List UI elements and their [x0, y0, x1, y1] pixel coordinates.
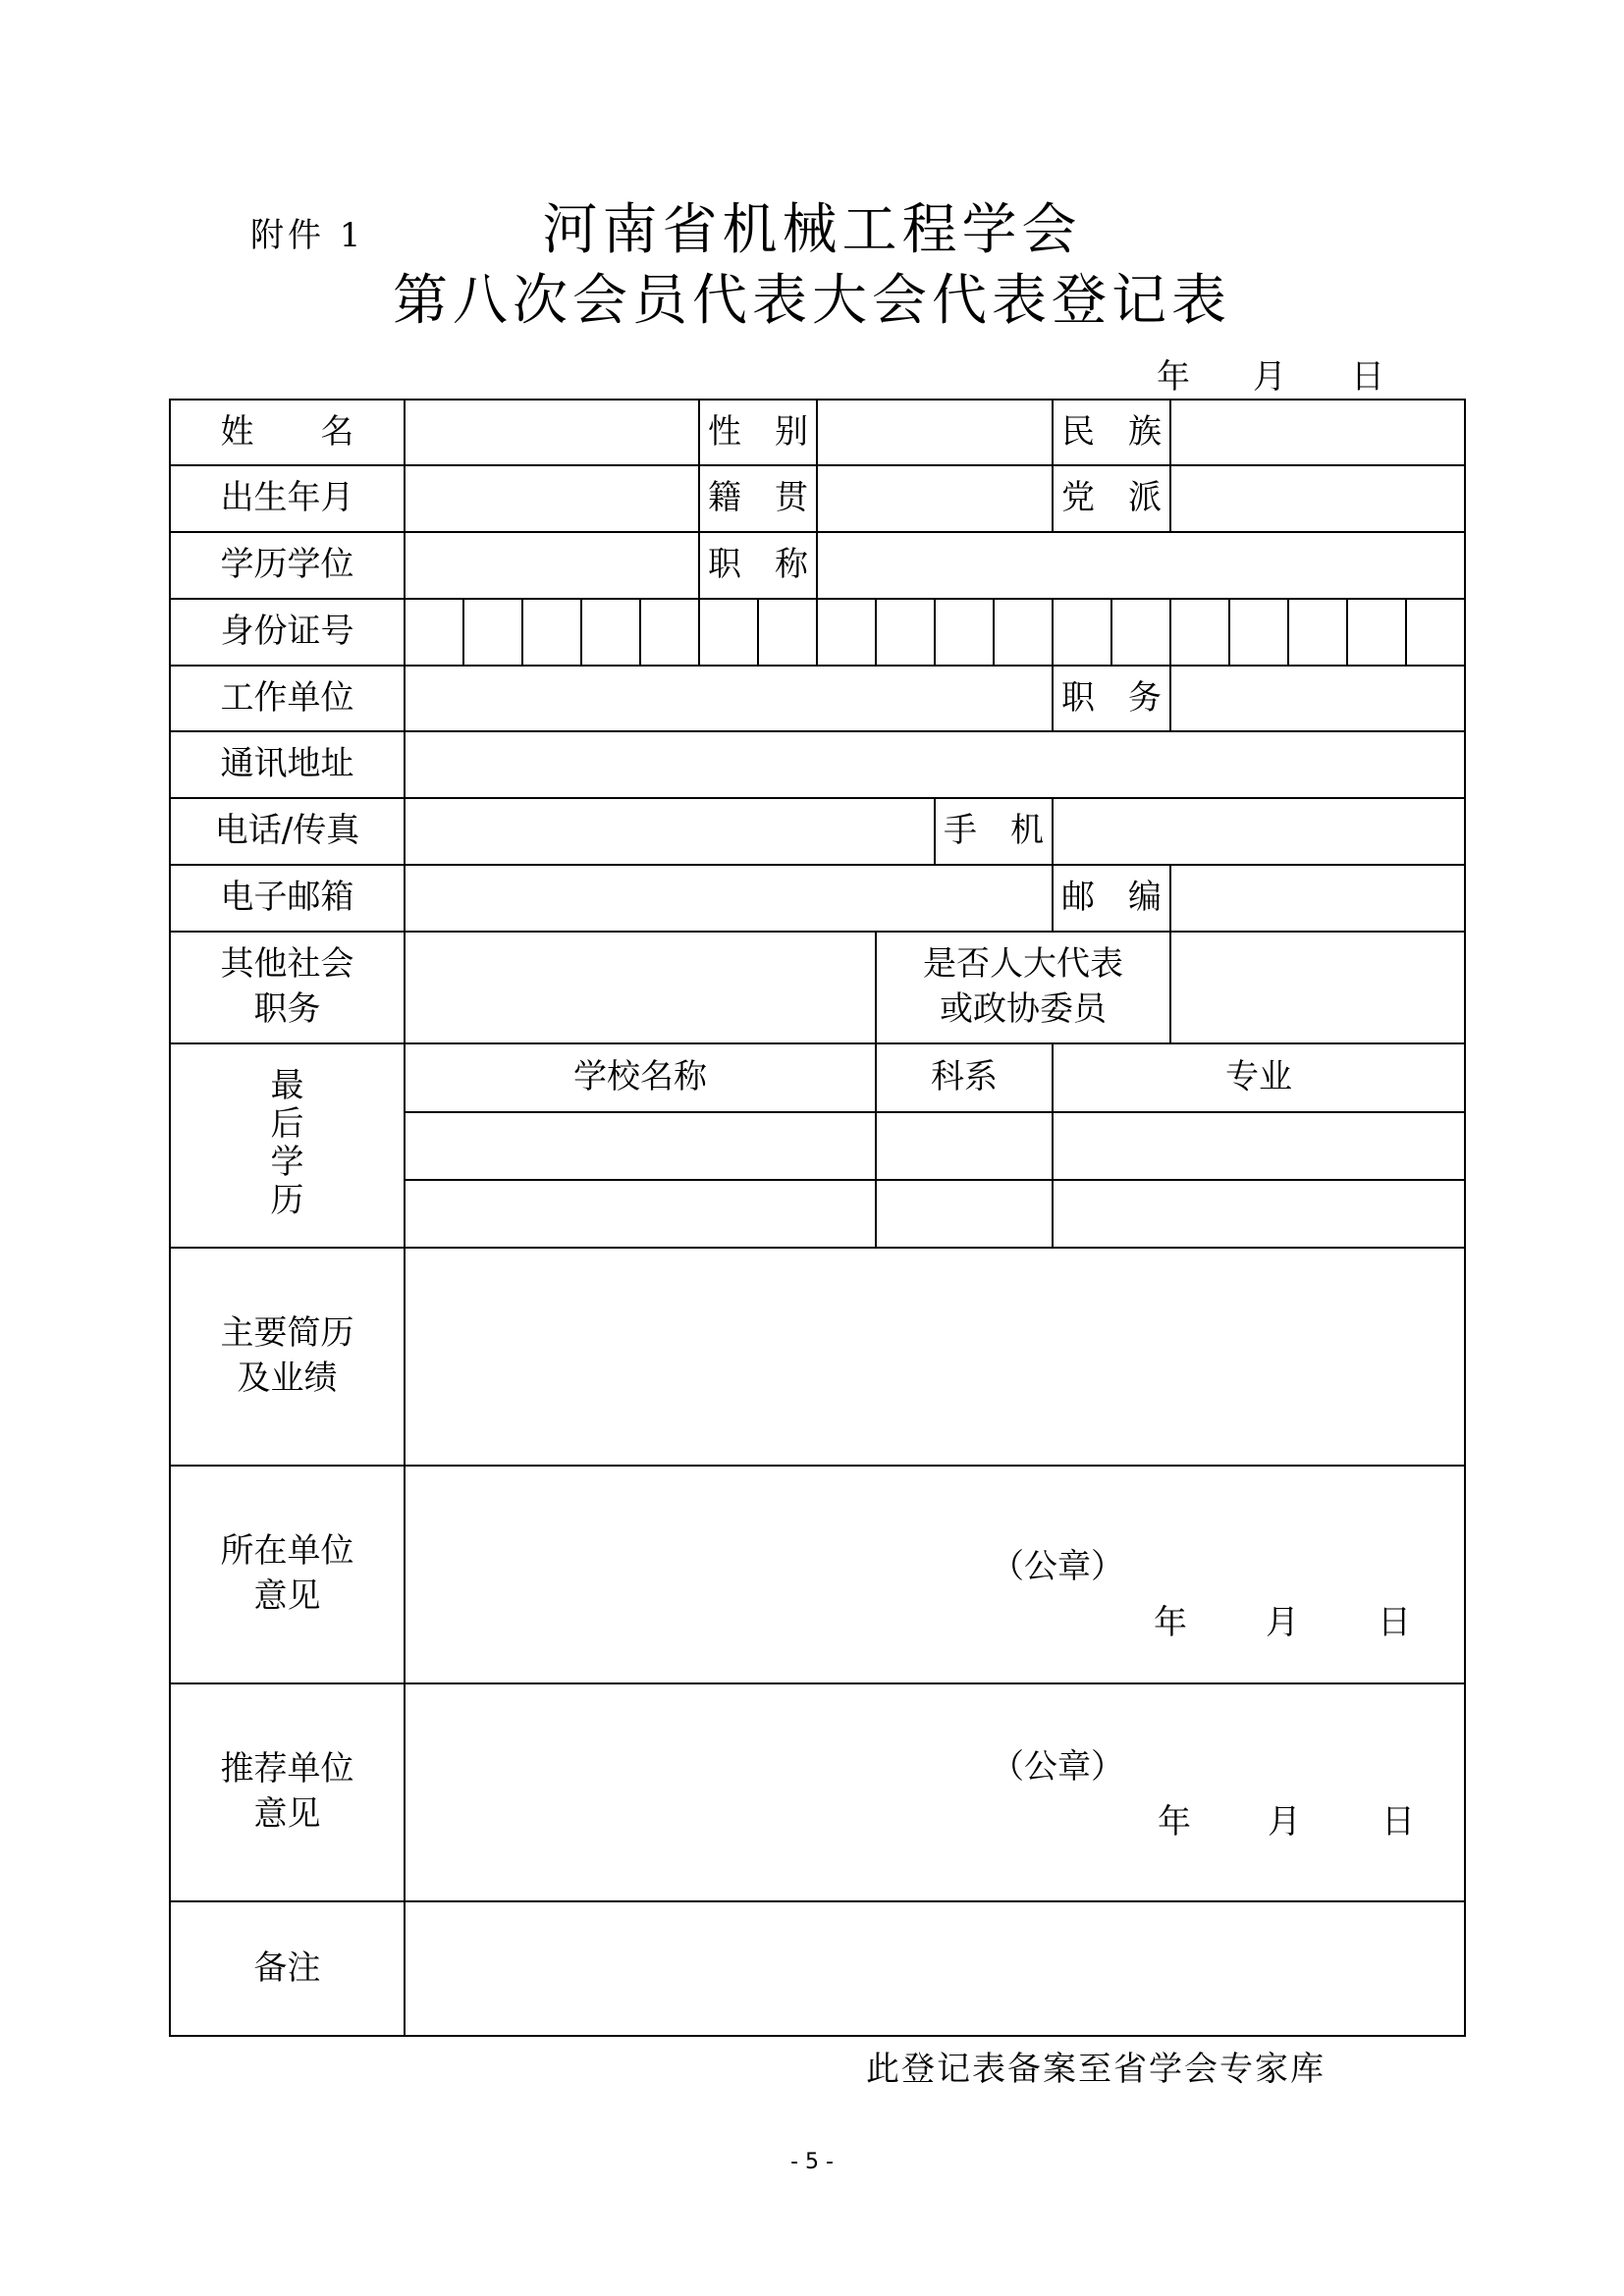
id-digit-cell[interactable] — [405, 599, 463, 666]
field-phone-fax[interactable] — [405, 798, 935, 865]
footer-note: 此登记表备案至省学会专家库 — [866, 2050, 1326, 2089]
recommend-seal-label: （公章） — [991, 1747, 1124, 1787]
label-unit-opinion-line2: 意见 — [253, 1576, 321, 1616]
label-email: 电子邮箱 — [170, 865, 405, 932]
label-title: 职 称 — [699, 532, 817, 599]
last-edu-char-1: 最 — [270, 1065, 304, 1105]
label-recommend-opinion — [170, 1683, 405, 1901]
label-birth: 出生年月 — [170, 465, 405, 532]
recommend-date-year: 年 — [1158, 1802, 1191, 1842]
label-other-roles — [170, 932, 405, 1043]
field-other-roles[interactable] — [405, 932, 876, 1043]
field-position[interactable] — [1170, 666, 1465, 731]
label-party: 党 派 — [1053, 465, 1170, 532]
label-id-number: 身份证号 — [170, 599, 405, 666]
field-birth[interactable] — [405, 465, 699, 532]
label-npc-line1: 是否人大代表 — [923, 944, 1124, 985]
label-other-roles-line1: 其他社会 — [220, 944, 354, 985]
label-native-place: 籍 贯 — [699, 465, 817, 532]
last-edu-char-4: 历 — [270, 1181, 304, 1221]
id-digit-cell[interactable] — [640, 599, 699, 666]
field-title[interactable] — [817, 532, 1465, 599]
row-phone — [170, 798, 1465, 865]
header-date-month: 月 — [1253, 357, 1286, 397]
field-school-name-2[interactable] — [405, 1180, 876, 1248]
label-mobile: 手 机 — [935, 798, 1053, 865]
id-digit-cell[interactable] — [522, 599, 581, 666]
id-digit-cell[interactable] — [1347, 599, 1406, 666]
label-unit-opinion-line1: 所在单位 — [220, 1531, 354, 1572]
label-other-roles-line2: 职务 — [253, 989, 321, 1029]
title-line-2: 第八次会员代表大会代表登记表 — [393, 269, 1231, 333]
header-school-name: 学校名称 — [405, 1043, 876, 1112]
row-education — [170, 532, 1465, 599]
id-digit-cell[interactable] — [1053, 599, 1111, 666]
field-postcode[interactable] — [1170, 865, 1465, 932]
row-address — [170, 731, 1465, 798]
id-digit-cell[interactable] — [1406, 599, 1465, 666]
header-date-year: 年 — [1157, 357, 1190, 397]
row-last-education-header — [170, 1043, 1465, 1112]
title-line-1: 河南省机械工程学会 — [542, 198, 1082, 262]
field-npc[interactable] — [1170, 932, 1465, 1043]
label-position: 职 务 — [1053, 666, 1170, 731]
id-digit-cell[interactable] — [994, 599, 1053, 666]
field-native-place[interactable] — [817, 465, 1053, 532]
label-recommend-opinion-line2: 意见 — [253, 1794, 321, 1834]
header-department: 科系 — [876, 1043, 1053, 1112]
last-edu-char-3: 学 — [270, 1143, 304, 1183]
id-digit-cell[interactable] — [876, 599, 935, 666]
field-ethnicity[interactable] — [1170, 400, 1465, 465]
label-education-degree: 学历学位 — [170, 532, 405, 599]
last-edu-char-2: 后 — [270, 1104, 304, 1144]
header-major: 专业 — [1053, 1043, 1465, 1112]
field-mobile[interactable] — [1053, 798, 1465, 865]
field-address[interactable] — [405, 731, 1465, 798]
id-digit-cell[interactable] — [817, 599, 876, 666]
field-school-name-1[interactable] — [405, 1112, 876, 1180]
field-resume[interactable] — [405, 1248, 1465, 1466]
label-resume — [170, 1248, 405, 1466]
label-last-education-vertical — [271, 1067, 304, 1220]
id-digit-cell[interactable] — [581, 599, 640, 666]
label-work-unit: 工作单位 — [170, 666, 405, 731]
id-digit-cell[interactable] — [1288, 599, 1347, 666]
label-phone-fax: 电话/传真 — [170, 798, 405, 865]
label-last-education — [170, 1043, 405, 1248]
label-postcode: 邮 编 — [1053, 865, 1170, 932]
field-email[interactable] — [405, 865, 1053, 932]
field-department-2[interactable] — [876, 1180, 1053, 1248]
row-birth — [170, 465, 1465, 532]
field-name[interactable] — [405, 400, 699, 465]
row-unit-opinion — [170, 1466, 1465, 1683]
label-ethnicity: 民 族 — [1053, 400, 1170, 465]
field-recommend-opinion[interactable] — [405, 1683, 1465, 1901]
unit-date-year: 年 — [1154, 1603, 1187, 1642]
id-digit-cell[interactable] — [935, 599, 994, 666]
label-address: 通讯地址 — [170, 731, 405, 798]
label-gender: 性 别 — [699, 400, 817, 465]
label-name: 姓 名 — [170, 400, 405, 465]
field-unit-opinion[interactable] — [405, 1466, 1465, 1683]
id-digit-cell[interactable] — [1229, 599, 1288, 666]
row-recommend-opinion — [170, 1683, 1465, 1901]
label-unit-opinion — [170, 1466, 405, 1683]
row-name — [170, 400, 1465, 465]
label-remarks: 备注 — [170, 1901, 405, 2036]
id-digit-cell[interactable] — [463, 599, 522, 666]
recommend-date-day: 日 — [1381, 1802, 1415, 1842]
recommend-date-month: 月 — [1268, 1802, 1301, 1842]
registration-form — [169, 399, 1466, 2037]
id-digit-cell[interactable] — [699, 599, 758, 666]
page-number: - 5 - — [790, 2150, 834, 2174]
field-major-1[interactable] — [1053, 1112, 1465, 1180]
header-date-day: 日 — [1351, 357, 1384, 397]
unit-seal-label: （公章） — [991, 1547, 1124, 1586]
id-digit-cell[interactable] — [758, 599, 817, 666]
field-gender[interactable] — [817, 400, 1053, 465]
row-id-number — [170, 599, 1465, 666]
row-work-unit — [170, 666, 1465, 731]
field-party[interactable] — [1170, 465, 1465, 532]
label-npc — [876, 932, 1170, 1043]
unit-date-day: 日 — [1378, 1603, 1411, 1642]
field-major-2[interactable] — [1053, 1180, 1465, 1248]
id-digit-cell[interactable] — [1170, 599, 1229, 666]
label-resume-line1: 主要简历 — [220, 1313, 354, 1354]
row-other-roles — [170, 932, 1465, 1043]
row-remarks — [170, 1901, 1465, 2036]
field-department-1[interactable] — [876, 1112, 1053, 1180]
attachment-label: 附件 1 — [250, 216, 365, 255]
unit-date-month: 月 — [1266, 1603, 1299, 1642]
row-email — [170, 865, 1465, 932]
field-remarks[interactable] — [405, 1901, 1465, 2036]
label-recommend-opinion-line1: 推荐单位 — [220, 1749, 354, 1789]
label-npc-line2: 或政协委员 — [940, 989, 1108, 1029]
field-work-unit[interactable] — [405, 666, 1053, 731]
id-digit-cell[interactable] — [1111, 599, 1170, 666]
label-resume-line2: 及业绩 — [237, 1359, 338, 1398]
row-resume — [170, 1248, 1465, 1466]
field-education-degree[interactable] — [405, 532, 699, 599]
